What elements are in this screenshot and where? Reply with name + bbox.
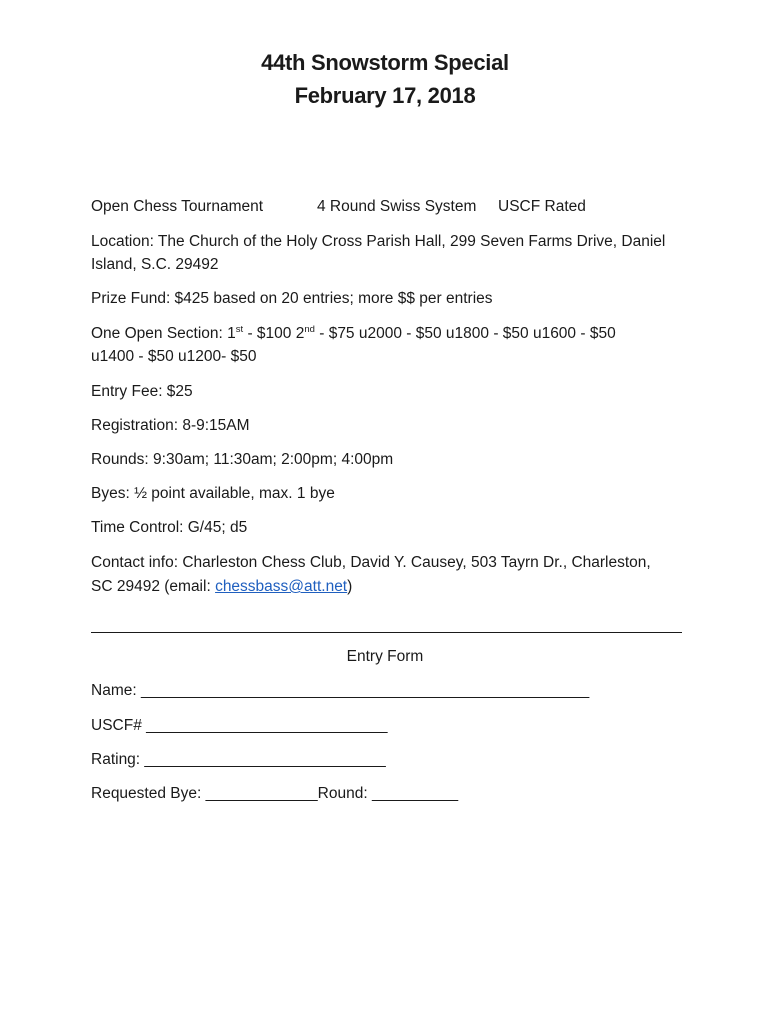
entry-fee: Entry Fee: $25 xyxy=(91,383,193,400)
divider-rule xyxy=(91,632,682,633)
contact-suffix: ) xyxy=(347,578,353,595)
section-suffix: - $75 u2000 - $50 u1800 - $50 u1600 - $50 xyxy=(314,325,616,342)
contact-line-2 xyxy=(91,575,352,598)
section-line-1 xyxy=(91,322,616,345)
tournament-system: 4 Round Swiss System xyxy=(317,198,477,215)
prize-fund: Prize Fund: $425 based on 20 entries; more $$ per entries xyxy=(91,290,493,307)
email-link[interactable]: chessbass@att.net xyxy=(215,578,348,595)
event-date: February 17, 2018 xyxy=(294,83,476,108)
section-line-2: u1400 - $50 u1200- $50 xyxy=(91,348,257,365)
uscf-field[interactable]: USCF# ____________________________ xyxy=(91,717,388,734)
section-prefix: One Open Section: 1 xyxy=(91,325,236,342)
first-superscript: st xyxy=(235,324,244,335)
entry-form-heading: Entry Form xyxy=(346,648,424,665)
contact-line-1: Contact info: Charleston Chess Club, David Y. Causey, 503 Tayrn Dr., Charleston, xyxy=(91,554,651,571)
section-mid: - $100 2 xyxy=(243,325,305,342)
time-control: Time Control: G/45; d5 xyxy=(91,519,248,536)
location-line-2: Island, S.C. 29492 xyxy=(91,256,219,273)
second-superscript: nd xyxy=(304,324,315,335)
byes: Byes: ½ point available, max. 1 bye xyxy=(91,485,335,502)
location-line-1: Location: The Church of the Holy Cross Parish Hall, 299 Seven Farms Drive, Daniel xyxy=(91,233,666,250)
tournament-rating: USCF Rated xyxy=(498,198,586,215)
contact-prefix: SC 29492 (email: xyxy=(91,578,216,595)
header-row xyxy=(91,195,691,218)
rounds: Rounds: 9:30am; 11:30am; 2:00pm; 4:00pm xyxy=(91,451,394,468)
registration: Registration: 8-9:15AM xyxy=(91,417,250,434)
tournament-type: Open Chess Tournament xyxy=(91,198,264,215)
bye-round-field[interactable]: Requested Bye: _____________Round: __________ xyxy=(91,785,459,802)
name-field[interactable]: Name: ____________________________________________________ xyxy=(91,682,590,699)
rating-field[interactable]: Rating: ____________________________ xyxy=(91,751,386,768)
event-title: 44th Snowstorm Special xyxy=(261,50,509,75)
